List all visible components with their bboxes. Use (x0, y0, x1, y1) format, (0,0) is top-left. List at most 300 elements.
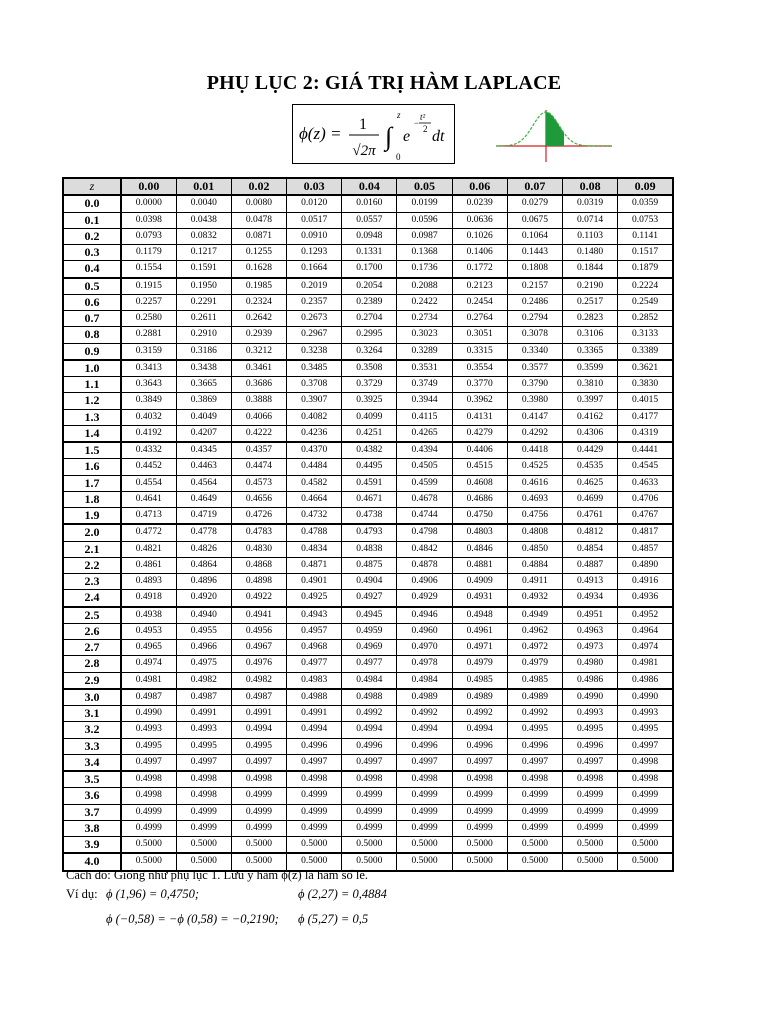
table-cell: 0.3289 (397, 343, 452, 360)
table-cell: 0.2088 (397, 278, 452, 295)
table-cell: 0.2190 (563, 278, 618, 295)
table-cell: 0.0714 (563, 212, 618, 228)
table-cell: 0.0398 (121, 212, 176, 228)
table-cell: 0.4989 (507, 689, 562, 706)
table-cell: 0.4599 (397, 475, 452, 491)
table-cell: 0.3980 (507, 393, 562, 409)
table-cell: 0.3264 (342, 343, 397, 360)
table-row (63, 738, 673, 754)
table-cell: 0.3790 (507, 377, 562, 393)
table-cell: 0.5000 (507, 853, 562, 870)
z-value-cell: 2.5 (63, 607, 121, 624)
table-cell: 0.1844 (563, 261, 618, 278)
z-value-cell: 3.3 (63, 738, 121, 754)
table-cell: 0.4945 (342, 607, 397, 624)
table-cell: 0.4878 (397, 557, 452, 573)
table-cell: 0.3106 (563, 327, 618, 343)
table-cell: 0.4452 (121, 459, 176, 475)
table-cell: 0.4999 (287, 820, 342, 836)
table-cell: 0.4969 (342, 640, 397, 656)
table-cell: 0.3925 (342, 393, 397, 409)
table-cell: 0.2995 (342, 327, 397, 343)
table-cell: 0.4573 (231, 475, 286, 491)
table-cell: 0.4750 (452, 508, 507, 525)
table-cell: 0.2486 (507, 294, 562, 310)
column-header: 0.00 (121, 178, 176, 195)
table-cell: 0.4772 (121, 524, 176, 541)
table-cell: 0.4995 (121, 738, 176, 754)
table-cell: 0.5000 (121, 837, 176, 854)
z-value-cell: 1.6 (63, 459, 121, 475)
table-cell: 0.4973 (563, 640, 618, 656)
table-cell: 0.4357 (231, 442, 286, 459)
table-cell: 0.4998 (618, 771, 673, 788)
table-cell: 0.4953 (121, 623, 176, 639)
table-cell: 0.2704 (342, 311, 397, 327)
table-cell: 0.4987 (121, 689, 176, 706)
table-cell: 0.4871 (287, 557, 342, 573)
table-cell: 0.4980 (563, 656, 618, 672)
table-cell: 0.1103 (563, 228, 618, 244)
table-cell: 0.4986 (563, 672, 618, 689)
z-value-cell: 0.6 (63, 294, 121, 310)
z-value-cell: 1.1 (63, 377, 121, 393)
table-cell: 0.4732 (287, 508, 342, 525)
table-cell: 0.4979 (507, 656, 562, 672)
table-cell: 0.4940 (176, 607, 231, 624)
table-cell: 0.4441 (618, 442, 673, 459)
column-header: 0.06 (452, 178, 507, 195)
formula-exp-num: t² (420, 112, 426, 122)
table-cell: 0.4925 (287, 590, 342, 607)
table-cell: 0.4997 (397, 754, 452, 771)
z-value-cell: 0.1 (63, 212, 121, 228)
table-cell: 0.4868 (231, 557, 286, 573)
table-cell: 0.4656 (231, 491, 286, 507)
table-cell: 0.4988 (287, 689, 342, 706)
table-row (63, 623, 673, 639)
table-cell: 0.4996 (287, 738, 342, 754)
table-cell: 0.4997 (342, 754, 397, 771)
svg-text:−: − (414, 118, 420, 128)
table-cell: 0.4992 (452, 706, 507, 722)
table-cell: 0.4996 (452, 738, 507, 754)
table-cell: 0.4932 (507, 590, 562, 607)
table-cell: 0.4808 (507, 524, 562, 541)
table-cell: 0.4319 (618, 425, 673, 442)
z-value-cell: 3.5 (63, 771, 121, 788)
table-cell: 0.0675 (507, 212, 562, 228)
table-cell: 0.2642 (231, 311, 286, 327)
table-cell: 0.3159 (121, 343, 176, 360)
table-row (63, 607, 673, 624)
table-cell: 0.4608 (452, 475, 507, 491)
table-cell: 0.4999 (452, 788, 507, 804)
table-cell: 0.1293 (287, 245, 342, 261)
z-value-cell: 3.1 (63, 706, 121, 722)
z-value-cell: 1.3 (63, 409, 121, 425)
table-cell: 0.4798 (397, 524, 452, 541)
table-cell: 0.3186 (176, 343, 231, 360)
table-cell: 0.4429 (563, 442, 618, 459)
table-cell: 0.4664 (287, 491, 342, 507)
table-cell: 0.3023 (397, 327, 452, 343)
table-cell: 0.4993 (176, 722, 231, 738)
table-cell: 0.0871 (231, 228, 286, 244)
table-cell: 0.1554 (121, 261, 176, 278)
table-cell: 0.4983 (287, 672, 342, 689)
table-cell: 0.1064 (507, 228, 562, 244)
table-cell: 0.4962 (507, 623, 562, 639)
table-cell: 0.1700 (342, 261, 397, 278)
table-cell: 0.4495 (342, 459, 397, 475)
table-cell: 0.4990 (618, 689, 673, 706)
table-cell: 0.4306 (563, 425, 618, 442)
table-cell: 0.2157 (507, 278, 562, 295)
table-cell: 0.4370 (287, 442, 342, 459)
table-cell: 0.4970 (397, 640, 452, 656)
example-2: ϕ (2,27) = 0,4884 (298, 887, 387, 901)
table-header-row (63, 178, 673, 195)
table-row (63, 228, 673, 244)
table-cell: 0.4719 (176, 508, 231, 525)
table-cell: 0.4842 (397, 541, 452, 557)
table-cell: 0.3531 (397, 360, 452, 377)
table-cell: 0.1517 (618, 245, 673, 261)
table-cell: 0.5000 (563, 853, 618, 870)
table-cell: 0.4999 (176, 820, 231, 836)
table-cell: 0.2580 (121, 311, 176, 327)
table-cell: 0.2910 (176, 327, 231, 343)
table-cell: 0.5000 (342, 837, 397, 854)
table-cell: 0.4999 (563, 804, 618, 820)
table-row (63, 459, 673, 475)
table-cell: 0.4999 (397, 820, 452, 836)
table-cell: 0.2422 (397, 294, 452, 310)
table-cell: 0.4999 (287, 788, 342, 804)
table-cell: 0.0319 (563, 195, 618, 212)
table-cell: 0.2549 (618, 294, 673, 310)
table-cell: 0.3621 (618, 360, 673, 377)
table-cell: 0.1141 (618, 228, 673, 244)
table-cell: 0.4993 (121, 722, 176, 738)
table-row (63, 590, 673, 607)
table-cell: 0.4992 (507, 706, 562, 722)
table-cell: 0.0910 (287, 228, 342, 244)
table-cell: 0.3577 (507, 360, 562, 377)
table-cell: 0.4965 (121, 640, 176, 656)
table-row (63, 689, 673, 706)
formula-lhs: ϕ(z) = (299, 124, 342, 143)
formula-denominator: √2π (352, 143, 376, 159)
table-cell: 0.4964 (618, 623, 673, 639)
z-value-cell: 2.0 (63, 524, 121, 541)
table-cell: 0.5000 (397, 853, 452, 870)
table-cell: 0.2823 (563, 311, 618, 327)
table-cell: 0.4978 (397, 656, 452, 672)
table-cell: 0.3686 (231, 377, 286, 393)
z-value-cell: 2.4 (63, 590, 121, 607)
table-cell: 0.4998 (121, 788, 176, 804)
table-cell: 0.2389 (342, 294, 397, 310)
table-row (63, 640, 673, 656)
table-cell: 0.4994 (342, 722, 397, 738)
table-cell: 0.0478 (231, 212, 286, 228)
table-cell: 0.4948 (452, 607, 507, 624)
table-cell: 0.0000 (121, 195, 176, 212)
table-cell: 0.4956 (231, 623, 286, 639)
table-cell: 0.4901 (287, 574, 342, 590)
table-cell: 0.4999 (176, 804, 231, 820)
table-cell: 0.4988 (342, 689, 397, 706)
table-cell: 0.2673 (287, 311, 342, 327)
table-cell: 0.5000 (618, 853, 673, 870)
table-cell: 0.4015 (618, 393, 673, 409)
table-cell: 0.5000 (121, 853, 176, 870)
table-row (63, 261, 673, 278)
z-value-cell: 3.8 (63, 820, 121, 836)
table-cell: 0.1736 (397, 261, 452, 278)
table-cell: 0.4977 (287, 656, 342, 672)
table-cell: 0.0753 (618, 212, 673, 228)
table-cell: 0.4931 (452, 590, 507, 607)
table-cell: 0.4913 (563, 574, 618, 590)
table-cell: 0.0832 (176, 228, 231, 244)
table-cell: 0.4999 (618, 804, 673, 820)
table-cell: 0.4463 (176, 459, 231, 475)
table-cell: 0.4992 (397, 706, 452, 722)
table-cell: 0.4418 (507, 442, 562, 459)
table-cell: 0.3315 (452, 343, 507, 360)
column-header: 0.09 (618, 178, 673, 195)
table-cell: 0.1179 (121, 245, 176, 261)
table-cell: 0.4999 (507, 804, 562, 820)
table-cell: 0.4994 (231, 722, 286, 738)
table-cell: 0.4996 (342, 738, 397, 754)
table-cell: 0.4222 (231, 425, 286, 442)
formula-lower: 0 (396, 152, 401, 162)
table-cell: 0.1443 (507, 245, 562, 261)
table-cell: 0.4984 (342, 672, 397, 689)
table-cell: 0.3365 (563, 343, 618, 360)
table-cell: 0.1915 (121, 278, 176, 295)
table-cell: 0.4986 (618, 672, 673, 689)
formula-integrand: e (403, 128, 411, 145)
table-cell: 0.1331 (342, 245, 397, 261)
table-cell: 0.4535 (563, 459, 618, 475)
table-cell: 0.4706 (618, 491, 673, 507)
z-value-cell: 2.2 (63, 557, 121, 573)
table-cell: 0.4967 (231, 640, 286, 656)
table-cell: 0.3962 (452, 393, 507, 409)
table-cell: 0.4991 (287, 706, 342, 722)
table-cell: 0.0120 (287, 195, 342, 212)
table-cell: 0.4999 (342, 804, 397, 820)
z-value-cell: 2.7 (63, 640, 121, 656)
table-cell: 0.4591 (342, 475, 397, 491)
table-cell: 0.4995 (563, 722, 618, 738)
table-cell: 0.4846 (452, 541, 507, 557)
table-cell: 0.0793 (121, 228, 176, 244)
table-cell: 0.4177 (618, 409, 673, 425)
z-value-cell: 1.4 (63, 425, 121, 442)
table-cell: 0.1985 (231, 278, 286, 295)
table-cell: 0.3133 (618, 327, 673, 343)
formula-differential: dt (432, 128, 445, 145)
table-cell: 0.3599 (563, 360, 618, 377)
table-cell: 0.5000 (287, 853, 342, 870)
table-cell: 0.4649 (176, 491, 231, 507)
integral-sign-icon: ∫ (385, 122, 393, 151)
table-cell: 0.4959 (342, 623, 397, 639)
table-row (63, 491, 673, 507)
table-cell: 0.4998 (618, 754, 673, 771)
table-row (63, 574, 673, 590)
table-cell: 0.2939 (231, 327, 286, 343)
table-cell: 0.4999 (618, 788, 673, 804)
table-cell: 0.4993 (618, 706, 673, 722)
table-row (63, 837, 673, 854)
table-cell: 0.4998 (452, 771, 507, 788)
table-cell: 0.4996 (397, 738, 452, 754)
table-cell: 0.4999 (342, 788, 397, 804)
table-row (63, 508, 673, 525)
table-cell: 0.2357 (287, 294, 342, 310)
z-value-cell: 1.0 (63, 360, 121, 377)
table-cell: 0.4817 (618, 524, 673, 541)
table-cell: 0.5000 (231, 853, 286, 870)
z-value-cell: 3.0 (63, 689, 121, 706)
table-cell: 0.3485 (287, 360, 342, 377)
table-cell: 0.4999 (231, 804, 286, 820)
table-cell: 0.4934 (563, 590, 618, 607)
z-value-cell: 3.2 (63, 722, 121, 738)
table-cell: 0.3944 (397, 393, 452, 409)
table-row (63, 278, 673, 295)
table-cell: 0.0987 (397, 228, 452, 244)
table-cell: 0.4394 (397, 442, 452, 459)
z-value-cell: 1.2 (63, 393, 121, 409)
table-cell: 0.4909 (452, 574, 507, 590)
z-value-cell: 1.9 (63, 508, 121, 525)
table-cell: 0.4131 (452, 409, 507, 425)
table-cell: 0.4981 (121, 672, 176, 689)
table-cell: 0.4279 (452, 425, 507, 442)
table-cell: 0.4997 (507, 754, 562, 771)
normal-curve-graph (494, 104, 614, 169)
table-cell: 0.4564 (176, 475, 231, 491)
table-cell: 0.4985 (452, 672, 507, 689)
table-cell: 0.4979 (452, 656, 507, 672)
table-cell: 0.4922 (231, 590, 286, 607)
z-value-cell: 3.7 (63, 804, 121, 820)
table-cell: 0.4963 (563, 623, 618, 639)
table-row (63, 771, 673, 788)
table-cell: 0.4999 (121, 820, 176, 836)
table-cell: 0.4998 (342, 771, 397, 788)
table-cell: 0.4671 (342, 491, 397, 507)
table-cell: 0.4999 (397, 788, 452, 804)
table-cell: 0.3749 (397, 377, 452, 393)
table-cell: 0.4994 (397, 722, 452, 738)
table-cell: 0.2967 (287, 327, 342, 343)
table-cell: 0.4864 (176, 557, 231, 573)
column-header: 0.02 (231, 178, 286, 195)
table-cell: 0.4990 (121, 706, 176, 722)
table-cell: 0.3413 (121, 360, 176, 377)
table-row (63, 656, 673, 672)
table-cell: 0.5000 (231, 837, 286, 854)
table-cell: 0.4382 (342, 442, 397, 459)
table-cell: 0.4525 (507, 459, 562, 475)
table-cell: 0.3078 (507, 327, 562, 343)
table-cell: 0.0596 (397, 212, 452, 228)
table-cell: 0.4982 (176, 672, 231, 689)
table-cell: 0.4890 (618, 557, 673, 573)
table-cell: 0.4976 (231, 656, 286, 672)
table-cell: 0.4998 (121, 771, 176, 788)
table-cell: 0.2764 (452, 311, 507, 327)
z-value-cell: 0.9 (63, 343, 121, 360)
z-value-cell: 0.3 (63, 245, 121, 261)
table-cell: 0.1368 (397, 245, 452, 261)
z-value-cell: 0.7 (63, 311, 121, 327)
table-cell: 0.4999 (507, 788, 562, 804)
z-value-cell: 2.8 (63, 656, 121, 672)
table-row (63, 327, 673, 343)
table-cell: 0.5000 (507, 837, 562, 854)
table-row (63, 195, 673, 212)
table-cell: 0.4999 (231, 820, 286, 836)
z-value-cell: 2.6 (63, 623, 121, 639)
table-cell: 0.4981 (618, 656, 673, 672)
z-value-cell: 1.7 (63, 475, 121, 491)
table-cell: 0.4982 (231, 672, 286, 689)
table-cell: 0.4678 (397, 491, 452, 507)
table-cell: 0.4972 (507, 640, 562, 656)
table-cell: 0.5000 (452, 837, 507, 854)
table-cell: 0.4887 (563, 557, 618, 573)
table-cell: 0.4505 (397, 459, 452, 475)
table-cell: 0.5000 (452, 853, 507, 870)
table-cell: 0.4699 (563, 491, 618, 507)
table-cell: 0.4936 (618, 590, 673, 607)
table-cell: 0.1772 (452, 261, 507, 278)
table-row (63, 820, 673, 836)
table-cell: 0.4998 (231, 771, 286, 788)
table-cell: 0.0557 (342, 212, 397, 228)
column-header: 0.01 (176, 178, 231, 195)
table-row (63, 393, 673, 409)
table-cell: 0.4941 (231, 607, 286, 624)
table-cell: 0.4582 (287, 475, 342, 491)
table-cell: 0.5000 (287, 837, 342, 854)
table-cell: 0.3554 (452, 360, 507, 377)
table-cell: 0.4999 (342, 820, 397, 836)
table-cell: 0.4998 (287, 771, 342, 788)
column-header: 0.07 (507, 178, 562, 195)
table-cell: 0.4767 (618, 508, 673, 525)
table-cell: 0.4554 (121, 475, 176, 491)
table-cell: 0.5000 (342, 853, 397, 870)
table-cell: 0.4974 (121, 656, 176, 672)
z-value-cell: 1.8 (63, 491, 121, 507)
table-cell: 0.1480 (563, 245, 618, 261)
table-cell: 0.1628 (231, 261, 286, 278)
table-cell: 0.0080 (231, 195, 286, 212)
table-cell: 0.1406 (452, 245, 507, 261)
table-cell: 0.2291 (176, 294, 231, 310)
